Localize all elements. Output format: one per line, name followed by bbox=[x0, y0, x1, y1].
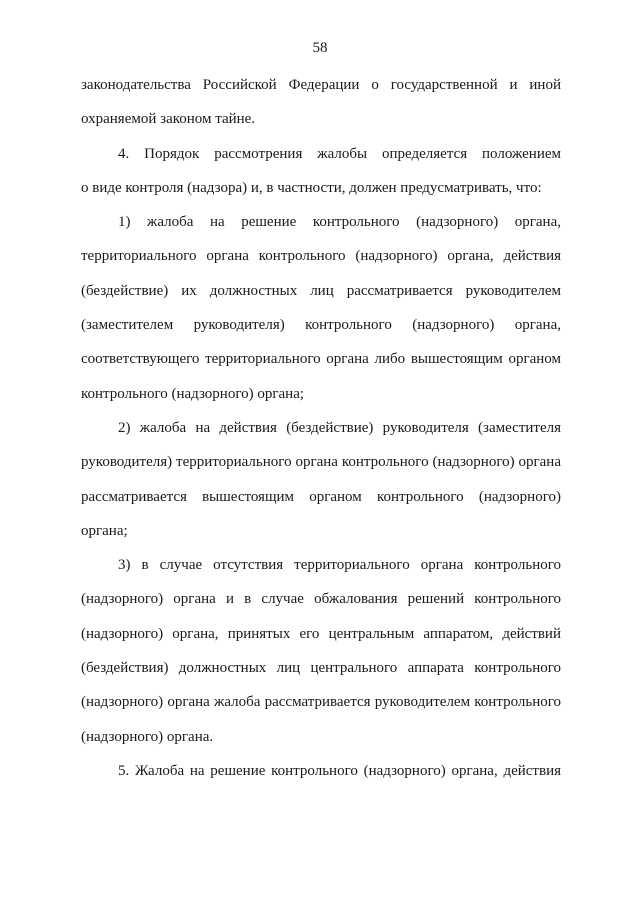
text-line: 2) жалоба на действия (бездействие) руководителя (заместителя bbox=[118, 419, 561, 436]
text-line: (бездействия) должностных лиц центрального аппарата контрольного bbox=[81, 660, 561, 677]
text-line: законодательства Российской Федерации о государственной и иной bbox=[81, 77, 561, 93]
text-line: (надзорного) органа жалоба рассматривается руководителем контрольного bbox=[81, 694, 561, 711]
text-line: органа; bbox=[81, 522, 128, 539]
text-line: 3) в случае отсутствия территориального органа контрольного bbox=[118, 557, 561, 574]
text-line: соответствующего территориального органа либо вышестоящим органом bbox=[81, 351, 561, 368]
text-line: 1) жалоба на решение контрольного (надзорного) органа, bbox=[118, 214, 561, 231]
text-line: (надзорного) органа. bbox=[81, 728, 214, 745]
text-line: рассматривается вышестоящим органом контрольного (надзорного) bbox=[81, 488, 561, 505]
text-line: территориального органа контрольного (надзорного) органа, действия bbox=[81, 248, 561, 265]
text-line: контрольного (надзорного) органа; bbox=[81, 385, 305, 402]
page-number: 58 bbox=[312, 40, 328, 56]
text-line: (надзорного) органа, принятых его центральным аппаратом, действий bbox=[81, 625, 561, 642]
text-line: 4. Порядок рассмотрения жалобы определяется положением bbox=[118, 145, 561, 162]
text-line: (заместителем руководителя) контрольного (надзорного) органа, bbox=[81, 317, 561, 334]
text-line: руководителя) территориального органа контрольного (надзорного) органа bbox=[81, 454, 561, 471]
text-line: охраняемой законом тайне. bbox=[81, 111, 256, 128]
text-line: (надзорного) органа и в случае обжалования решений контрольного bbox=[81, 591, 561, 608]
document-body bbox=[81, 75, 561, 795]
text-line: (бездействие) их должностных лиц рассматривается руководителем bbox=[81, 282, 561, 299]
text-line: о виде контроля (надзора) и, в частности, должен предусматривать, что: bbox=[81, 179, 542, 196]
text-line: 5. Жалоба на решение контрольного (надзорного) органа, действия bbox=[118, 762, 561, 779]
